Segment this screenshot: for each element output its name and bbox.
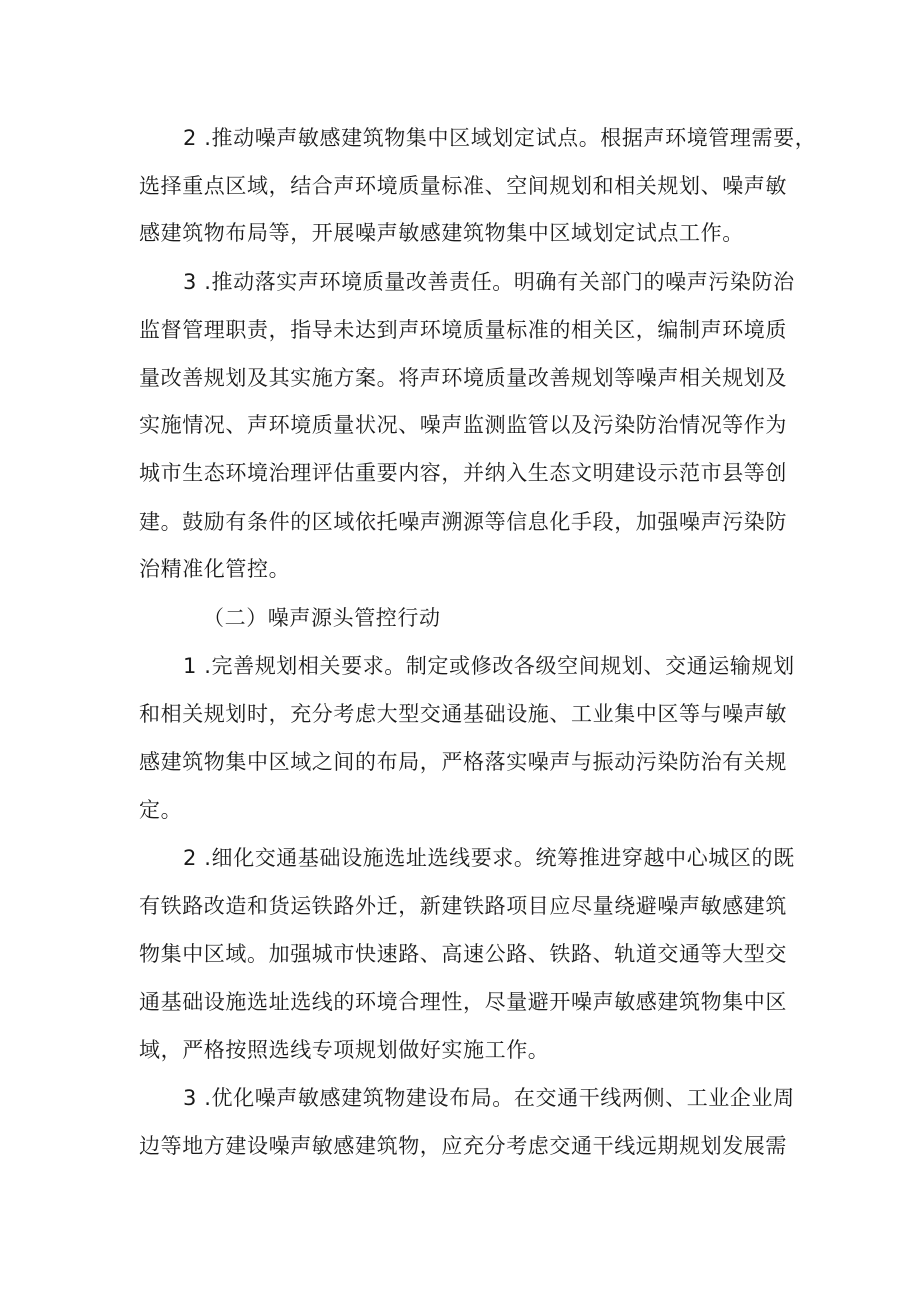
text-line: 有铁路改造和货运铁路外迁，新建铁路项目应尽量绕避噪声敏感建筑 <box>139 894 787 918</box>
text-line: 量改善规划及其实施方案。将声环境质量改善规划等噪声相关规划及 <box>139 366 787 390</box>
text-line: 实施情况、声环境质量状况、噪声监测监管以及污染防治情况等作为 <box>139 413 787 437</box>
text-line: 感建筑物集中区域之间的布局，严格落实噪声与振动污染防治有关规 <box>139 750 787 774</box>
text-line: 治精准化管控。 <box>139 557 291 581</box>
text-line: 建。鼓励有条件的区域依托噪声溯源等信息化手段，加强噪声污染防 <box>139 510 787 534</box>
text-line: 和相关规划时，充分考虑大型交通基础设施、工业集中区等与噪声敏 <box>139 702 787 726</box>
text-line: 3 .推动落实声环境质量改善责任。明确有关部门的噪声污染防治 <box>183 270 795 294</box>
text-line: 感建筑物布局等，开展噪声敏感建筑物集中区域划定试点工作。 <box>139 221 744 245</box>
text-line: 1 .完善规划相关要求。制定或修改各级空间规划、交通运输规划 <box>183 654 795 678</box>
text-line: 2 .细化交通基础设施选址选线要求。统筹推进穿越中心城区的既 <box>183 846 795 870</box>
text-line: 域，严格按照选线专项规划做好实施工作。 <box>139 1038 550 1062</box>
text-line: 物集中区域。加强城市快速路、高速公路、铁路、轨道交通等大型交 <box>139 942 787 966</box>
text-line: 3 .优化噪声敏感建筑物建设布局。在交通干线两侧、工业企业周 <box>183 1086 795 1110</box>
section-heading: （二）噪声源头管控行动 <box>203 606 441 630</box>
text-line: 城市生态环境治理评估重要内容，并纳入生态文明建设示范市县等创 <box>139 461 787 485</box>
text-line: 2 .推动噪声敏感建筑物集中区域划定试点。根据声环境管理需要， <box>183 126 817 150</box>
text-line: 通基础设施选址选线的环境合理性，尽量避开噪声敏感建筑物集中区 <box>139 990 787 1014</box>
text-line: 定。 <box>139 798 183 822</box>
text-line: 监督管理职责，指导未达到声环境质量标准的相关区，编制声环境质 <box>139 318 787 342</box>
text-line: 选择重点区域，结合声环境质量标准、空间规划和相关规划、噪声敏 <box>139 174 787 198</box>
text-line: 边等地方建设噪声敏感建筑物，应充分考虑交通干线远期规划发展需 <box>139 1134 787 1158</box>
